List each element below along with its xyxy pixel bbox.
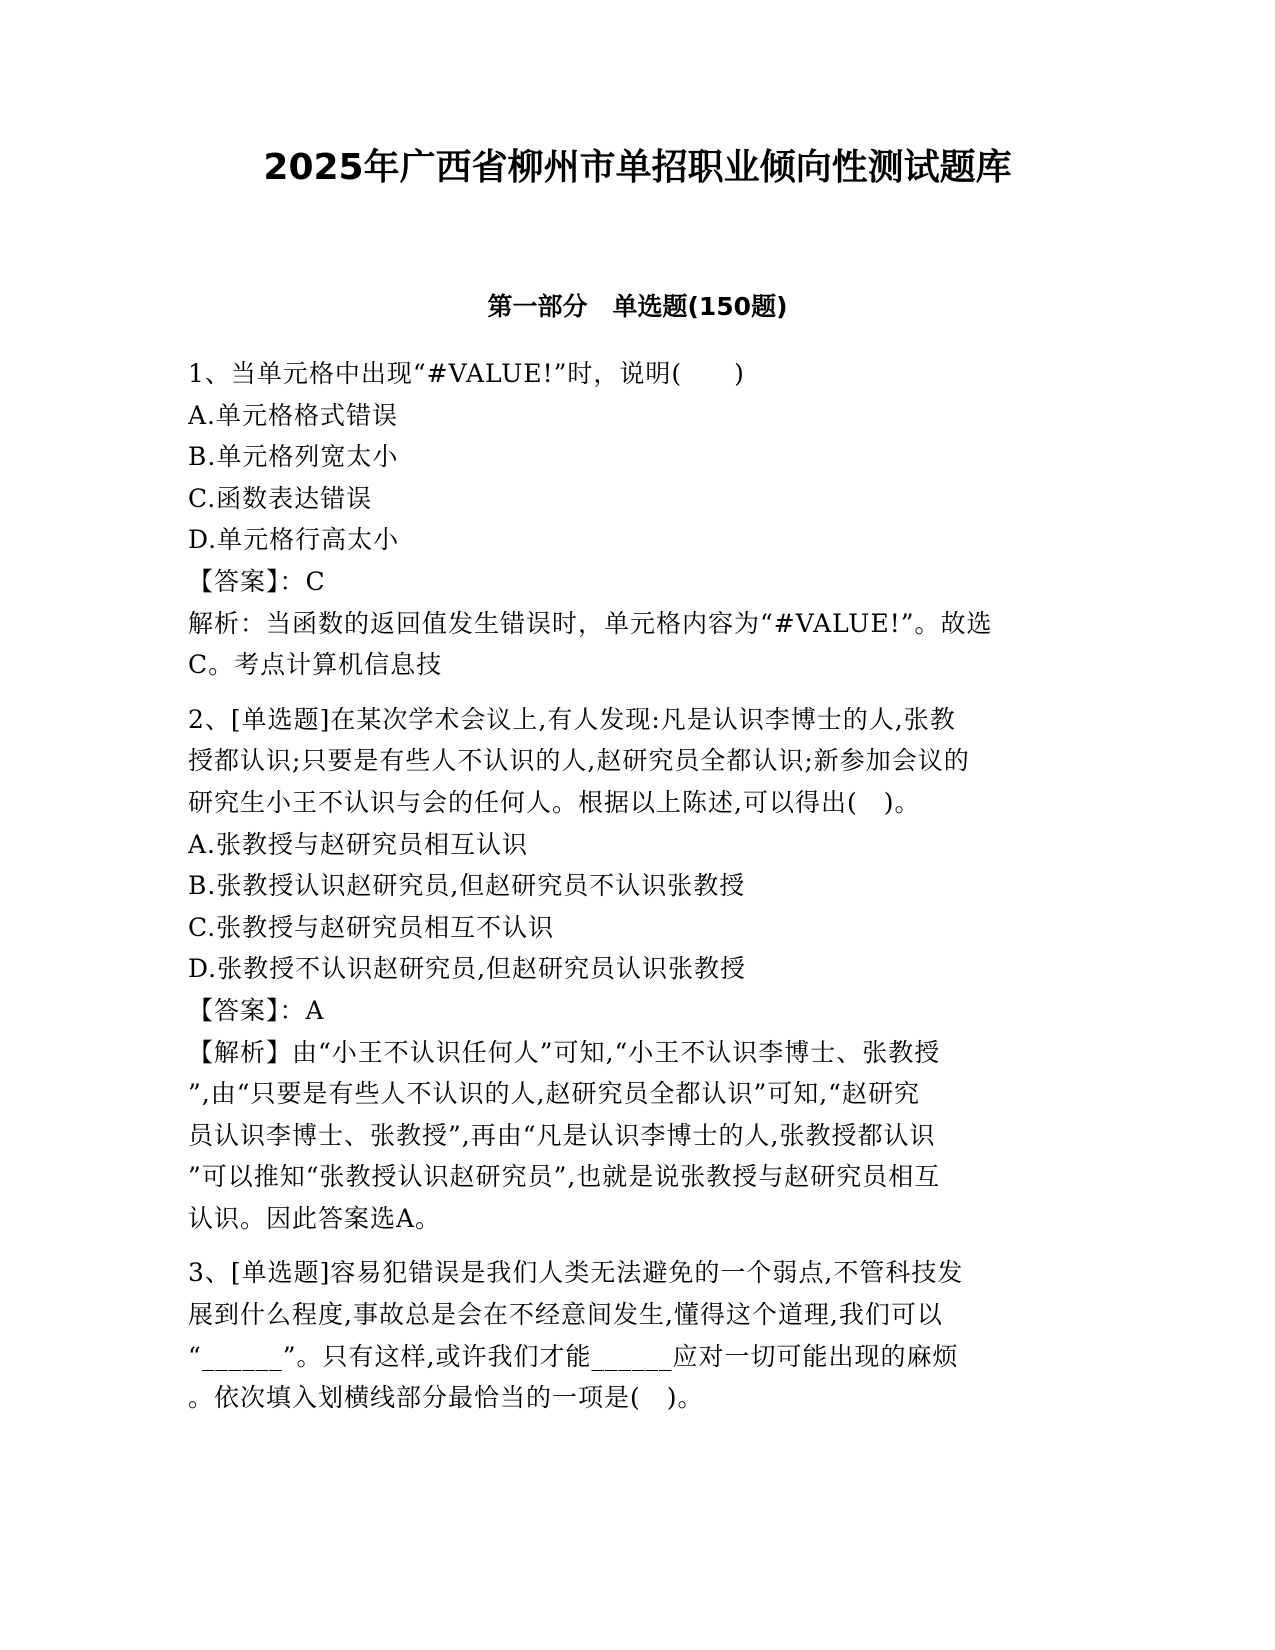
question-2-stem-line: 2、[单选题]在某次学术会议上,有人发现:凡是认识李博士的人,张教 bbox=[188, 704, 956, 734]
question-3-stem-line: “______”。只有这样,或许我们才能______应对一切可能出现的麻烦 bbox=[188, 1341, 959, 1371]
question-1-option-b: B.单元格列宽太小 bbox=[188, 442, 399, 472]
question-2-explanation-line: 【解析】由“小王不认识任何人”可知,“小王不认识李博士、张教授 bbox=[188, 1037, 941, 1067]
question-1-option-a: A.单元格格式错误 bbox=[188, 400, 399, 430]
question-2-answer: 【答案】：A bbox=[188, 995, 325, 1025]
question-1-answer: 【答案】：C bbox=[188, 566, 326, 596]
section-heading: 第一部分 单选题(150题) bbox=[487, 292, 788, 321]
question-1-explanation-line: C。考点计算机信息技 bbox=[188, 650, 443, 680]
question-2-option-c: C.张教授与赵研究员相互不认识 bbox=[188, 912, 555, 942]
question-3-stem-line: 展到什么程度,事故总是会在不经意间发生,懂得这个道理,我们可以 bbox=[188, 1300, 943, 1330]
question-2-explanation-line: 员认识李博士、张教授”,再由“凡是认识李博士的人,张教授都认识 bbox=[188, 1120, 936, 1150]
question-3 bbox=[188, 1252, 1083, 1418]
question-2-explanation-line: 认识。因此答案选A。 bbox=[188, 1203, 442, 1233]
question-list bbox=[188, 353, 1083, 1432]
question-1-explanation-line: 解析：当函数的返回值发生错误时，单元格内容为“#VALUE!”。故选 bbox=[188, 608, 993, 638]
question-1-option-d: D.单元格行高太小 bbox=[188, 525, 400, 555]
question-3-stem-line: 3、[单选题]容易犯错误是我们人类无法避免的一个弱点,不管科技发 bbox=[188, 1258, 964, 1288]
question-1-stem: 1、当单元格中出现“#VALUE!”时，说明( ) bbox=[188, 359, 745, 388]
question-2-option-b: B.张教授认识赵研究员,但赵研究员不认识张教授 bbox=[188, 871, 746, 901]
question-3-stem-line: 。依次填入划横线部分最恰当的一项是( )。 bbox=[188, 1383, 704, 1413]
question-2-option-a: A.张教授与赵研究员相互认识 bbox=[188, 829, 529, 859]
question-1-option-c: C.函数表达错误 bbox=[188, 483, 373, 513]
question-2 bbox=[188, 699, 1083, 1240]
question-2-stem-line: 授都认识;只要是有些人不认识的人,赵研究员全都认识;新参加会议的 bbox=[188, 746, 970, 776]
question-2-stem-line: 研究生小王不认识与会的任何人。根据以上陈述,可以得出( )。 bbox=[188, 787, 921, 817]
question-2-option-d: D.张教授不认识赵研究员,但赵研究员认识张教授 bbox=[188, 954, 747, 984]
question-2-explanation-line: ”可以推知“张教授认识赵研究员”,也就是说张教授与赵研究员相互 bbox=[188, 1162, 941, 1192]
question-2-explanation-line: ”,由“只要是有些人不认识的人,赵研究员全都认识”可知,“赵研究 bbox=[188, 1079, 920, 1109]
question-1 bbox=[188, 353, 1083, 686]
document-title: 2025年广西省柳州市单招职业倾向性测试题库 bbox=[263, 147, 1012, 188]
